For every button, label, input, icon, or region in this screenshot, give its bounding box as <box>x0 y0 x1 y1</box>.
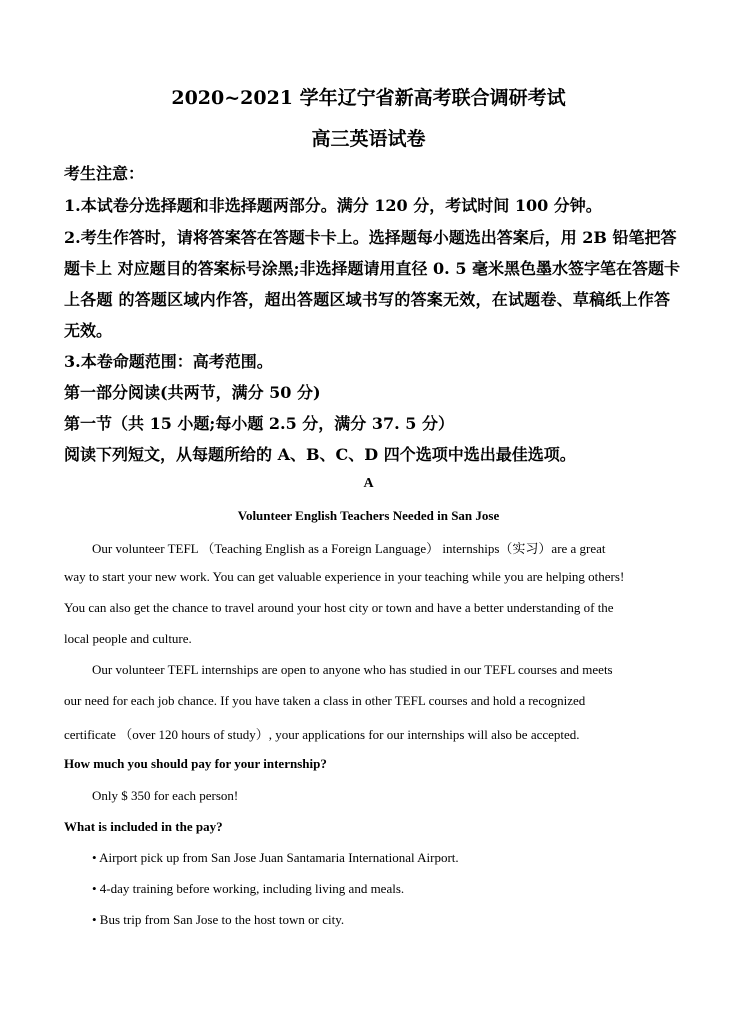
part1-heading: 第一部分阅读(共两节，满分 50 分) <box>64 383 321 402</box>
notice-item-2-line-4: 无效。 <box>64 321 113 340</box>
passage-p2-line-2: our need for each job chance. If you have taken a class in other TEFL courses and hold a recognized <box>64 693 586 708</box>
passage-p2-line-1: Our volunteer TEFL internships are open to anyone who has studied in our TEFL courses and meets <box>92 662 613 677</box>
passage-p1-line-2: way to start your new work. You can get valuable experience in your teaching while you are helping others! <box>64 569 625 584</box>
question-pay-amount: How much you should pay for your internship? <box>64 756 327 771</box>
notice-item-2-line-2: 题卡上 对应题目的答案标号涂黑;非选择题请用直径 0. 5 毫米黑色墨水签字笔在答题卡 <box>64 259 681 278</box>
list-item: • 4-day training before working, including living and meals. <box>92 881 405 896</box>
question-pay-includes: What is included in the pay? <box>64 819 223 834</box>
notice-item-3: 3.本卷命题范围：高考范围。 <box>64 352 273 371</box>
passage-letter: A <box>363 476 374 491</box>
passage-p1-line-4: local people and culture. <box>64 631 192 646</box>
section1-heading: 第一节（共 15 小题;每小题 2.5 分，满分 37. 5 分） <box>64 414 454 433</box>
notice-item-2-line-3: 上各题 的答题区域内作答，超出答题区域书写的答案无效，在试题卷、草稿纸上作答 <box>64 290 670 309</box>
list-item: • Bus trip from San Jose to the host town or city. <box>92 912 345 927</box>
notice-heading: 考生注意： <box>64 164 145 183</box>
answer-pay-amount: Only $ 350 for each person! <box>92 788 239 803</box>
notice-item-1: 1.本试卷分选择题和非选择题两部分。满分 120 分，考试时间 100 分钟。 <box>64 196 602 215</box>
passage-p1-line-1: Our volunteer TEFL （Teaching English as a Foreign Language） internships（实习）are a great <box>92 541 606 556</box>
notice-item-2-line-1: 2.考生作答时，请将答案答在答题卡卡上。选择题每小题选出答案后，用 2B 铅笔把答 <box>64 228 677 247</box>
passage-p2-line-3: certificate （over 120 hours of study）, your applications for our internships will also be accepted. <box>64 727 580 742</box>
list-item: • Airport pick up from San Jose Juan Santamaria International Airport. <box>92 850 459 865</box>
passage-title: Volunteer English Teachers Needed in San Jose <box>237 508 500 523</box>
passage-p1-line-3: You can also get the chance to travel around your host city or town and have a better understanding of the <box>64 600 614 615</box>
reading-instruction: 阅读下列短文，从每题所给的 A、B、C、D 四个选项中选出最佳选项。 <box>64 445 576 464</box>
exam-subtitle: 高三英语试卷 <box>311 128 426 150</box>
exam-title: 2020~2021 学年辽宁省新高考联合调研考试 <box>171 87 566 109</box>
